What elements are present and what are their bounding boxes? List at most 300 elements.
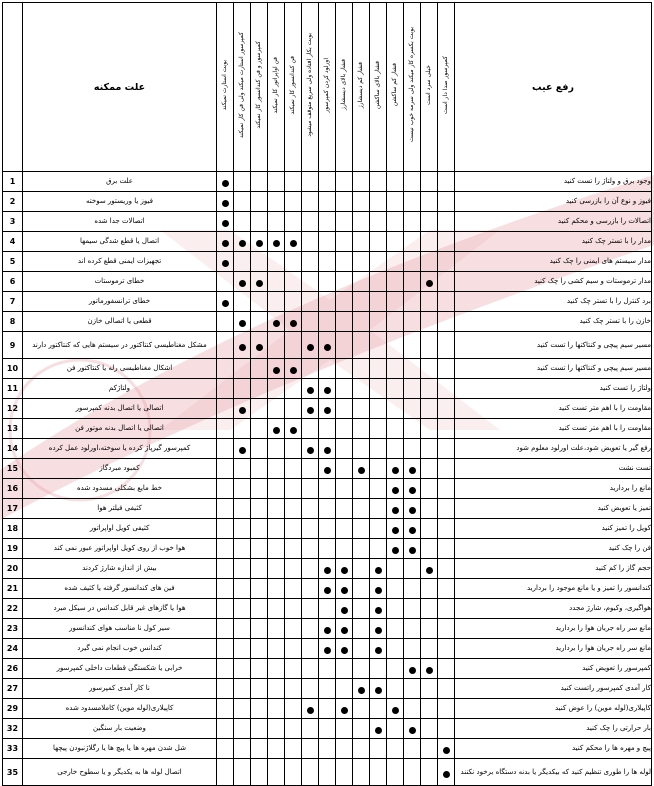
mark-cell: [370, 539, 387, 559]
mark-cell: [438, 212, 455, 232]
mark-cell: [438, 579, 455, 599]
mark-cell: [234, 172, 251, 192]
mark-cell: [387, 659, 404, 679]
mark-cell: [268, 539, 285, 559]
mark-cell: [217, 639, 234, 659]
table-row: [3, 292, 652, 312]
mark-cell: [234, 399, 251, 419]
row-number: 7: [3, 292, 23, 312]
check-dot-icon: [443, 771, 450, 778]
check-dot-icon: [324, 387, 331, 394]
mark-cell: [268, 312, 285, 332]
mark-cell: [319, 639, 336, 659]
mark-cell: [353, 359, 370, 379]
mark-cell: [234, 439, 251, 459]
mark-cell: [438, 679, 455, 699]
symptom-header: فشار کم ساکشن: [387, 3, 404, 172]
mark-cell: [319, 599, 336, 619]
mark-cell: [302, 519, 319, 539]
mark-cell: [438, 479, 455, 499]
mark-cell: [217, 252, 234, 272]
mark-cell: [421, 459, 438, 479]
mark-cell: [336, 232, 353, 252]
mark-cell: [217, 312, 234, 332]
mark-cell: [217, 759, 234, 786]
mark-cell: [268, 719, 285, 739]
row-number: 33: [3, 739, 23, 759]
mark-cell: [370, 719, 387, 739]
remedy-cell: خازن را با تستر چک کنید: [455, 312, 652, 332]
row-number: 23: [3, 619, 23, 639]
mark-cell: [302, 759, 319, 786]
mark-cell: [438, 232, 455, 252]
row-number-header: [3, 3, 23, 172]
mark-cell: [268, 599, 285, 619]
mark-cell: [438, 252, 455, 272]
mark-cell: [421, 212, 438, 232]
table-row: [3, 519, 652, 539]
mark-cell: [268, 252, 285, 272]
mark-cell: [336, 539, 353, 559]
mark-cell: [353, 479, 370, 499]
mark-cell: [251, 699, 268, 719]
cause-cell: کاپیلاری(لوله موین) کاملامسدود شده: [23, 699, 217, 719]
table-row: [3, 379, 652, 399]
check-dot-icon: [375, 687, 382, 694]
mark-cell: [421, 439, 438, 459]
row-number: 16: [3, 479, 23, 499]
check-dot-icon: [341, 627, 348, 634]
mark-cell: [421, 759, 438, 786]
mark-cell: [217, 399, 234, 419]
mark-cell: [421, 639, 438, 659]
mark-cell: [285, 559, 302, 579]
cause-cell: کثیفی فیلتر هوا: [23, 499, 217, 519]
mark-cell: [251, 172, 268, 192]
mark-cell: [319, 619, 336, 639]
mark-cell: [285, 272, 302, 292]
mark-cell: [421, 192, 438, 212]
mark-cell: [421, 172, 438, 192]
check-dot-icon: [239, 320, 246, 327]
mark-cell: [319, 719, 336, 739]
cause-cell: خط مایع بشکلی مسدود شده: [23, 479, 217, 499]
mark-cell: [268, 379, 285, 399]
mark-cell: [438, 699, 455, 719]
mark-cell: [302, 332, 319, 359]
mark-cell: [336, 619, 353, 639]
cause-cell: هوا یا گازهای غیر قابل کندانس در سیکل مبرد: [23, 599, 217, 619]
mark-cell: [285, 719, 302, 739]
mark-cell: [234, 699, 251, 719]
mark-cell: [285, 332, 302, 359]
mark-cell: [319, 232, 336, 252]
mark-cell: [387, 599, 404, 619]
cause-cell: اتصال لوله ها به یکدیگر و یا سطوح خارجی: [23, 759, 217, 786]
mark-cell: [234, 379, 251, 399]
mark-cell: [336, 599, 353, 619]
header-row: [3, 3, 652, 172]
mark-cell: [438, 759, 455, 786]
mark-cell: [268, 459, 285, 479]
mark-cell: [234, 292, 251, 312]
mark-cell: [285, 172, 302, 192]
mark-cell: [438, 659, 455, 679]
check-dot-icon: [256, 240, 263, 247]
mark-cell: [234, 679, 251, 699]
mark-cell: [217, 359, 234, 379]
remedy-cell: کاپیلاری(لوله موین) را عوض کنید: [455, 699, 652, 719]
mark-cell: [217, 379, 234, 399]
mark-cell: [404, 212, 421, 232]
mark-cell: [268, 659, 285, 679]
check-dot-icon: [375, 587, 382, 594]
mark-cell: [336, 312, 353, 332]
mark-cell: [302, 292, 319, 312]
mark-cell: [404, 272, 421, 292]
symptom-header: اورلود کردن کمپرسور: [319, 3, 336, 172]
mark-cell: [370, 619, 387, 639]
mark-cell: [319, 172, 336, 192]
mark-cell: [404, 292, 421, 312]
row-number: 2: [3, 192, 23, 212]
mark-cell: [353, 379, 370, 399]
mark-cell: [268, 439, 285, 459]
mark-cell: [234, 739, 251, 759]
mark-cell: [217, 559, 234, 579]
mark-cell: [302, 312, 319, 332]
mark-cell: [387, 359, 404, 379]
mark-cell: [438, 399, 455, 419]
cause-cell: کمپرسور گیرپاژ کرده یا سوخته،اورلود عمل کرده: [23, 439, 217, 459]
mark-cell: [217, 459, 234, 479]
mark-cell: [268, 759, 285, 786]
mark-cell: [370, 519, 387, 539]
cause-cell: فیوز یا وریستور سوخته: [23, 192, 217, 212]
mark-cell: [251, 499, 268, 519]
mark-cell: [421, 539, 438, 559]
table-row: [3, 659, 652, 679]
mark-cell: [251, 599, 268, 619]
mark-cell: [319, 252, 336, 272]
mark-cell: [438, 292, 455, 312]
mark-cell: [217, 519, 234, 539]
mark-cell: [353, 699, 370, 719]
mark-cell: [217, 619, 234, 639]
mark-cell: [285, 499, 302, 519]
remedy-cell: کندانسور را تمیز و یا مانع موجود را بردارید: [455, 579, 652, 599]
mark-cell: [370, 379, 387, 399]
cause-cell: اتصالی یا اتصال بدنه کمپرسور: [23, 399, 217, 419]
mark-cell: [251, 419, 268, 439]
cause-cell: هوا خوب از روی کویل اواپراتور عبور نمی کند: [23, 539, 217, 559]
symptom-header: فشار کم دیسشارژ: [353, 3, 370, 172]
check-dot-icon: [324, 567, 331, 574]
cause-cell: علت برق: [23, 172, 217, 192]
check-dot-icon: [239, 344, 246, 351]
table-row: [3, 399, 652, 419]
check-dot-icon: [426, 280, 433, 287]
mark-cell: [234, 252, 251, 272]
check-dot-icon: [409, 527, 416, 534]
check-dot-icon: [290, 320, 297, 327]
mark-cell: [438, 739, 455, 759]
mark-cell: [387, 272, 404, 292]
mark-cell: [370, 312, 387, 332]
mark-cell: [217, 479, 234, 499]
mark-cell: [251, 639, 268, 659]
mark-cell: [387, 439, 404, 459]
mark-cell: [251, 359, 268, 379]
table-row: [3, 639, 652, 659]
check-dot-icon: [392, 467, 399, 474]
check-dot-icon: [273, 320, 280, 327]
mark-cell: [217, 439, 234, 459]
row-number: 11: [3, 379, 23, 399]
check-dot-icon: [324, 344, 331, 351]
mark-cell: [251, 559, 268, 579]
mark-cell: [353, 252, 370, 272]
mark-cell: [285, 399, 302, 419]
check-dot-icon: [409, 667, 416, 674]
mark-cell: [421, 599, 438, 619]
remedy-cell: مسیر سیم پیچی و کنتاکتها را تست کنید: [455, 332, 652, 359]
check-dot-icon: [341, 567, 348, 574]
mark-cell: [319, 192, 336, 212]
table-row: [3, 699, 652, 719]
mark-cell: [285, 252, 302, 272]
mark-cell: [268, 399, 285, 419]
check-dot-icon: [273, 427, 280, 434]
check-dot-icon: [324, 407, 331, 414]
mark-cell: [336, 212, 353, 232]
mark-cell: [387, 539, 404, 559]
row-number: 15: [3, 459, 23, 479]
check-dot-icon: [341, 607, 348, 614]
mark-cell: [370, 439, 387, 459]
mark-cell: [370, 739, 387, 759]
table-row: [3, 192, 652, 212]
mark-cell: [217, 579, 234, 599]
mark-cell: [353, 579, 370, 599]
mark-cell: [336, 579, 353, 599]
mark-cell: [285, 419, 302, 439]
check-dot-icon: [375, 727, 382, 734]
mark-cell: [268, 579, 285, 599]
mark-cell: [421, 679, 438, 699]
mark-cell: [268, 212, 285, 232]
table-row: [3, 579, 652, 599]
check-dot-icon: [324, 587, 331, 594]
mark-cell: [302, 272, 319, 292]
mark-cell: [251, 212, 268, 232]
mark-cell: [421, 479, 438, 499]
check-dot-icon: [222, 200, 229, 207]
mark-cell: [302, 419, 319, 439]
mark-cell: [285, 679, 302, 699]
check-dot-icon: [375, 567, 382, 574]
mark-cell: [234, 332, 251, 359]
remedy-cell: مدار سیستم های ایمنی را چک کنید: [455, 252, 652, 272]
mark-cell: [387, 699, 404, 719]
mark-cell: [438, 332, 455, 359]
mark-cell: [319, 539, 336, 559]
mark-cell: [217, 699, 234, 719]
mark-cell: [336, 252, 353, 272]
mark-cell: [438, 519, 455, 539]
mark-cell: [319, 399, 336, 419]
mark-cell: [336, 479, 353, 499]
mark-cell: [336, 519, 353, 539]
check-dot-icon: [341, 587, 348, 594]
mark-cell: [217, 659, 234, 679]
remedy-cell: لوله ها را طوری تنظیم کنید که بیکدیگر یا بدنه دستگاه برخود نکنند: [455, 759, 652, 786]
table-row: [3, 679, 652, 699]
cause-cell: فین های کندانسور گرفته یا کثیف شده: [23, 579, 217, 599]
mark-cell: [387, 559, 404, 579]
remedy-cell: مسیر سیم پیچی و کنتاکتها را تست کنید: [455, 359, 652, 379]
check-dot-icon: [256, 280, 263, 287]
table-row: [3, 739, 652, 759]
mark-cell: [370, 359, 387, 379]
check-dot-icon: [256, 344, 263, 351]
mark-cell: [285, 192, 302, 212]
mark-cell: [353, 172, 370, 192]
troubleshooting-table: [2, 2, 652, 786]
mark-cell: [268, 292, 285, 312]
cause-cell: مشکل مغناطیسی کنتاکتور در سیستم هایی که کنتاکتور دارند: [23, 332, 217, 359]
mark-cell: [234, 499, 251, 519]
mark-cell: [302, 379, 319, 399]
mark-cell: [336, 359, 353, 379]
mark-cell: [285, 619, 302, 639]
mark-cell: [251, 679, 268, 699]
mark-cell: [319, 379, 336, 399]
check-dot-icon: [290, 240, 297, 247]
mark-cell: [217, 172, 234, 192]
mark-cell: [387, 519, 404, 539]
mark-cell: [268, 419, 285, 439]
check-dot-icon: [409, 487, 416, 494]
table-row: [3, 759, 652, 786]
mark-cell: [319, 499, 336, 519]
mark-cell: [370, 759, 387, 786]
mark-cell: [336, 699, 353, 719]
remedy-cell: حجم گاز را کم کنید: [455, 559, 652, 579]
check-dot-icon: [239, 447, 246, 454]
mark-cell: [319, 212, 336, 232]
remedy-cell: مدار ترموستات و سیم کشی را چک کنید: [455, 272, 652, 292]
check-dot-icon: [222, 180, 229, 187]
mark-cell: [387, 759, 404, 786]
mark-cell: [353, 272, 370, 292]
remedy-cell: مانع سر راه جریان هوا را بردارید: [455, 639, 652, 659]
mark-cell: [285, 359, 302, 379]
mark-cell: [302, 439, 319, 459]
cause-cell: شل شدن مهره ها یا پیچ ها یا رگلاژنبودن پیچها: [23, 739, 217, 759]
mark-cell: [387, 172, 404, 192]
table-row: [3, 539, 652, 559]
check-dot-icon: [341, 707, 348, 714]
mark-cell: [251, 379, 268, 399]
mark-cell: [353, 759, 370, 786]
mark-cell: [370, 579, 387, 599]
mark-cell: [268, 272, 285, 292]
mark-cell: [336, 292, 353, 312]
mark-cell: [234, 212, 251, 232]
row-number: 22: [3, 599, 23, 619]
remedy-cell: تمیز یا تعویض کنید: [455, 499, 652, 519]
mark-cell: [421, 699, 438, 719]
mark-cell: [438, 619, 455, 639]
mark-cell: [404, 359, 421, 379]
cause-cell: خطای ترموستات: [23, 272, 217, 292]
mark-cell: [319, 519, 336, 539]
mark-cell: [421, 232, 438, 252]
mark-cell: [251, 739, 268, 759]
mark-cell: [234, 579, 251, 599]
mark-cell: [353, 399, 370, 419]
mark-cell: [234, 519, 251, 539]
mark-cell: [421, 292, 438, 312]
cause-cell: خطای ترانسفورماتور: [23, 292, 217, 312]
mark-cell: [234, 639, 251, 659]
mark-cell: [370, 659, 387, 679]
mark-cell: [234, 619, 251, 639]
remedy-cell: فیوز و نوع آن را بازرسی کنید: [455, 192, 652, 212]
mark-cell: [421, 252, 438, 272]
table-row: [3, 599, 652, 619]
check-dot-icon: [375, 647, 382, 654]
mark-cell: [438, 599, 455, 619]
row-number: 27: [3, 679, 23, 699]
mark-cell: [234, 659, 251, 679]
mark-cell: [438, 359, 455, 379]
row-number: 24: [3, 639, 23, 659]
mark-cell: [353, 539, 370, 559]
mark-cell: [251, 539, 268, 559]
mark-cell: [438, 379, 455, 399]
mark-cell: [404, 599, 421, 619]
symptom-header: کمپرسور صدا دار است: [438, 3, 455, 172]
symptom-header: فن کندانسور کار نمیکند: [285, 3, 302, 172]
mark-cell: [370, 232, 387, 252]
remedy-cell: ولتاژ را تست کنید: [455, 379, 652, 399]
row-number: 12: [3, 399, 23, 419]
mark-cell: [285, 212, 302, 232]
mark-cell: [404, 379, 421, 399]
mark-cell: [302, 172, 319, 192]
remedy-cell: مانع را بردارید: [455, 479, 652, 499]
mark-cell: [353, 659, 370, 679]
mark-cell: [217, 232, 234, 252]
symptom-header: فشار بالای دیسشارژ: [336, 3, 353, 172]
cause-cell: خرابی یا شکستگی قطعات داخلی کمپرسور: [23, 659, 217, 679]
check-dot-icon: [222, 240, 229, 247]
mark-cell: [319, 759, 336, 786]
check-dot-icon: [358, 687, 365, 694]
mark-cell: [268, 619, 285, 639]
mark-cell: [421, 619, 438, 639]
cause-cell: ولتاژکم: [23, 379, 217, 399]
check-dot-icon: [392, 707, 399, 714]
remedy-cell: مقاومت را با اهم متر تست کنید: [455, 419, 652, 439]
mark-cell: [336, 559, 353, 579]
mark-cell: [268, 519, 285, 539]
check-dot-icon: [426, 667, 433, 674]
mark-cell: [336, 459, 353, 479]
mark-cell: [421, 519, 438, 539]
